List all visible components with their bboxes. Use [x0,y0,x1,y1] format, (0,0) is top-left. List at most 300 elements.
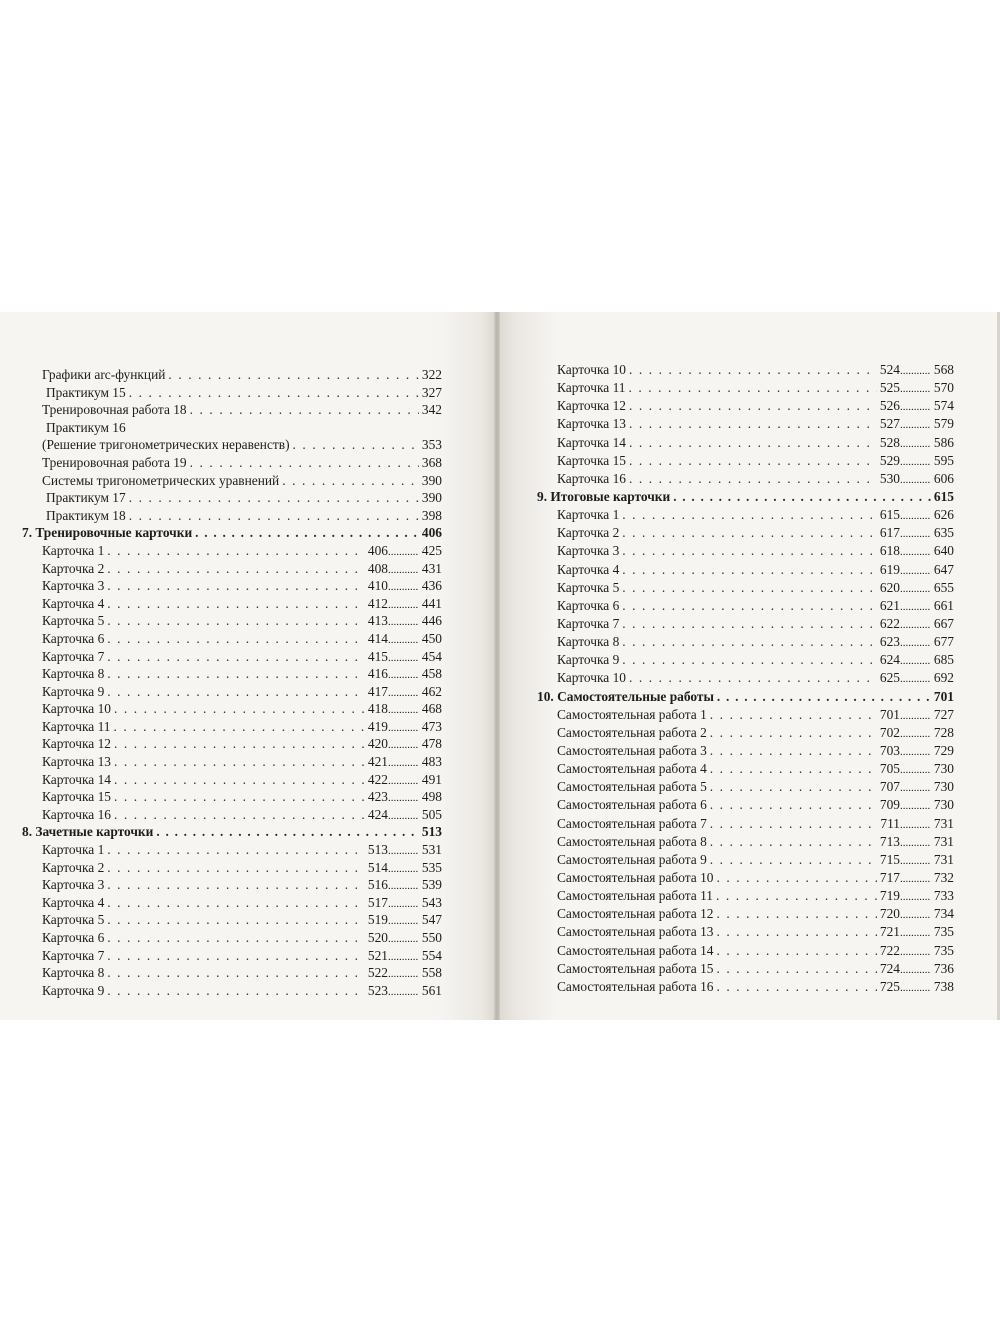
toc-card-entry [22,683,442,701]
toc-card-entry [537,361,954,379]
dot-leader [710,815,878,833]
dot-leader [710,833,877,851]
toc-card-entry [537,542,954,560]
task-page-number: 720 [879,906,900,922]
toc-card-entry [22,806,442,824]
dot-leader [716,869,876,887]
answer-page-number: 735 [933,924,954,940]
answer-page-number: 579 [933,416,954,432]
dot-leader [190,454,419,472]
dot-leader [107,560,365,578]
toc-card-entry [537,561,954,579]
toc-card-entry [537,978,954,996]
toc-card-entry [537,669,954,687]
task-page-number: 524 [879,362,900,377]
dot-leader [107,982,365,1000]
dot-leader [622,615,877,633]
toc-entry-label: Самостоятельная работа 12 [557,906,714,922]
toc-card-entry [537,506,954,524]
toc-entry-label: 8. Зачетные карточки [22,824,154,840]
answer-page-number: 462 [421,683,442,699]
dot-leader [710,706,877,724]
task-page-number: 514 [367,859,388,875]
dot-leader-short [900,471,930,488]
toc-entry-label: Карточка 5 [557,579,620,595]
toc-entry-label: Практикум 15 [46,384,126,400]
task-page-number: 513 [367,842,388,858]
toc-entry-label: Практикум 16 [46,419,126,435]
page-number: 615 [933,488,954,504]
task-page-number: 725 [879,978,900,994]
toc-card-entry [537,434,954,452]
task-page-number: 722 [879,942,900,958]
toc-card-entry [22,982,442,1000]
task-page-number: 701 [879,706,900,722]
toc-card-entry [537,470,954,488]
toc-card-entry [22,577,442,595]
task-page-number: 521 [367,947,388,963]
toc-entry-label: Системы тригонометрических уравнений [42,472,280,488]
dot-leader-short [388,650,418,666]
toc-card-entry [537,742,954,760]
toc-entry-label: Самостоятельная работа 15 [557,960,714,976]
toc-entry-label: Самостоятельная работа 1 [557,706,707,722]
dot-leader [716,905,876,923]
answer-page-number: 574 [933,398,954,414]
dot-leader [622,506,877,524]
toc-card-entry [22,612,442,630]
toc-entry-label: Карточка 8 [42,965,105,981]
answer-page-number: 483 [421,754,442,770]
toc-card-entry [22,542,442,560]
dot-leader [107,859,365,877]
toc-entry [22,454,442,472]
dot-leader-short [388,755,418,771]
toc-card-entry [22,665,442,683]
toc-entry-label: Карточка 14 [42,771,111,787]
task-page-number: 525 [879,380,900,396]
page-number: 513 [421,824,442,840]
task-page-number: 415 [367,648,388,664]
page-number: 390 [421,472,442,488]
dot-leader-short [900,543,930,560]
dot-leader [107,648,365,666]
toc-entry [22,366,442,384]
task-page-number: 424 [367,806,388,822]
dot-leader [622,597,877,615]
dot-leader [622,561,877,579]
answer-page-number: 535 [421,859,442,875]
dot-leader [716,960,876,978]
toc-card-entry [22,771,442,789]
dot-leader [107,595,365,613]
toc-entry-label: 10. Самостоятельные работы [537,688,714,704]
answer-page-number: 543 [421,894,442,910]
toc-entry [22,384,442,402]
dot-leader [629,434,877,452]
answer-page-number: 730 [933,797,954,813]
toc-card-entry [22,560,442,578]
dot-leader-short [900,797,930,814]
toc-card-entry [537,869,954,887]
toc-entry-label: Самостоятельная работа 7 [557,815,707,831]
dot-leader-short [388,544,418,560]
dot-leader-short [388,685,418,701]
toc-entry-label: Карточка 10 [42,701,111,717]
page-number: 406 [421,525,442,541]
dot-leader [629,415,877,433]
page-number: 342 [421,402,442,418]
dot-leader-short [388,632,418,648]
dot-leader [622,542,877,560]
dot-leader [107,894,365,912]
task-page-number: 713 [879,833,900,849]
toc-card-entry [537,760,954,778]
task-page-number: 721 [879,924,900,940]
answer-page-number: 727 [933,706,954,722]
toc-entry [22,436,442,454]
answer-page-number: 640 [933,543,954,559]
dot-leader-short [900,525,930,542]
dot-leader [195,524,419,542]
toc-card-entry [22,718,442,736]
dot-leader [710,724,877,742]
answer-page-number: 431 [421,560,442,576]
answer-page-number: 738 [933,978,954,994]
dot-leader [293,436,419,454]
toc-entry-label: Карточка 4 [42,894,105,910]
toc-chapter-heading [22,524,442,542]
dot-leader-short [388,597,418,613]
dot-leader-short [900,725,930,742]
toc-entry-label: Карточка 11 [42,718,111,734]
dot-leader-short [388,773,418,789]
toc-entry-label: Карточка 9 [42,683,105,699]
task-page-number: 516 [367,877,388,893]
page-number: 390 [421,490,442,506]
toc-entry-label: Самостоятельная работа 16 [557,978,714,994]
dot-leader [107,947,365,965]
toc-entry-label: Карточка 6 [42,930,105,945]
task-page-number: 523 [367,982,388,998]
toc-right-column [537,361,954,996]
task-page-number: 419 [367,718,388,734]
toc-card-entry [22,964,442,982]
toc-card-entry [22,894,442,912]
toc-entry-label: Самостоятельная работа 8 [557,833,707,849]
toc-card-entry [537,706,954,724]
dot-leader-short [900,888,930,905]
task-page-number: 417 [367,683,388,699]
toc-entry-label: Карточка 8 [42,666,105,682]
dot-leader-short [900,870,930,887]
toc-entry [22,419,442,437]
dot-leader [107,841,365,859]
task-page-number: 520 [367,930,388,945]
task-page-number: 625 [879,670,900,686]
task-page-number: 711 [880,815,900,831]
answer-page-number: 685 [933,652,954,668]
dot-leader-short [900,906,930,923]
answer-page-number: 498 [421,789,442,805]
toc-left-column [22,366,442,999]
dot-leader [129,489,419,507]
toc-entry-label: Карточка 16 [557,470,626,486]
toc-entry [22,507,442,525]
toc-card-entry [22,876,442,894]
toc-card-entry [537,887,954,905]
toc-card-entry [537,833,954,851]
toc-entry-label: Самостоятельная работа 9 [557,851,707,867]
dot-leader-short [900,616,930,633]
dot-leader-short [388,949,418,965]
answer-page-number: 561 [421,982,442,998]
toc-entry-label: 9. Итоговые карточки [537,488,671,504]
toc-entry-label: Карточка 14 [557,434,626,450]
toc-card-entry [537,597,954,615]
dot-leader-short [900,943,930,960]
answer-page-number: 478 [421,736,442,752]
dot-leader [107,964,365,982]
dot-leader-short [388,808,418,824]
dot-leader [710,851,877,869]
task-page-number: 709 [879,797,900,813]
toc-card-entry [22,700,442,718]
dot-leader [622,633,877,651]
dot-leader [114,788,365,806]
dot-leader [716,942,876,960]
toc-entry [22,489,442,507]
answer-page-number: 505 [421,806,442,822]
page-number: 701 [933,688,954,704]
answer-page-number: 735 [933,942,954,958]
dot-leader-short [900,507,930,524]
task-page-number: 620 [879,579,900,595]
toc-entry-label: Карточка 4 [42,595,105,611]
answer-page-number: 558 [421,965,442,981]
dot-leader [129,384,419,402]
answer-page-number: 626 [933,507,954,523]
dot-leader [629,470,877,488]
toc-card-entry [537,905,954,923]
toc-card-entry [537,851,954,869]
dot-leader-short [388,720,418,736]
toc-entry-label: Карточка 3 [42,877,105,893]
toc-entry [22,401,442,419]
toc-entry-label: Карточка 8 [557,634,620,650]
task-page-number: 530 [879,470,900,486]
answer-page-number: 491 [421,771,442,787]
answer-page-number: 731 [933,833,954,849]
dot-leader [282,472,419,490]
answer-page-number: 655 [933,579,954,595]
dot-leader-short [388,878,418,894]
page-number: 327 [421,384,442,400]
toc-entry-label: Карточка 1 [557,507,620,523]
toc-card-entry [537,778,954,796]
dot-leader [629,669,877,687]
task-page-number: 416 [367,666,388,682]
dot-leader-short [388,931,418,947]
answer-page-number: 730 [933,761,954,777]
answer-page-number: 731 [933,851,954,867]
toc-card-entry [22,911,442,929]
answer-page-number: 661 [933,597,954,613]
dot-leader [107,630,365,648]
dot-leader-short [388,614,418,630]
toc-entry-label: Карточка 12 [42,736,111,752]
dot-leader-short [388,966,418,982]
answer-page-number: 568 [933,362,954,377]
dot-leader [113,718,364,736]
dot-leader [710,796,877,814]
dot-leader-short [388,562,418,578]
dot-leader [129,507,419,525]
answer-page-number: 425 [421,542,442,558]
dot-leader-short [388,861,418,877]
dot-leader-short [900,435,930,452]
dot-leader-short [900,779,930,796]
toc-entry-label: Карточка 2 [42,859,105,875]
task-page-number: 724 [879,960,900,976]
dot-leader-short [900,634,930,651]
task-page-number: 615 [879,507,900,523]
toc-card-entry [537,415,954,433]
dot-leader [716,923,876,941]
answer-page-number: 732 [933,869,954,885]
answer-page-number: 729 [933,742,954,758]
toc-entry-label: Карточка 11 [557,380,626,396]
toc-card-entry [537,960,954,978]
dot-leader [114,700,365,718]
answer-page-number: 550 [421,930,442,945]
toc-entry-label: Самостоятельная работа 14 [557,942,714,958]
toc-entry-label: Самостоятельная работа 3 [557,742,707,758]
task-page-number: 413 [367,613,388,629]
answer-page-number: 734 [933,906,954,922]
toc-entry-label: Самостоятельная работа 4 [557,761,707,777]
dot-leader [114,735,365,753]
toc-card-entry [22,947,442,965]
toc-entry-label: Практикум 18 [46,507,126,523]
task-page-number: 412 [367,595,388,611]
toc-card-entry [22,788,442,806]
toc-entry-label: Карточка 16 [42,806,111,822]
toc-entry-label: Графики arc-функций [42,367,166,382]
dot-leader [716,978,876,996]
toc-card-entry [537,633,954,651]
toc-entry-label: Карточка 6 [42,630,105,646]
toc-entry-label: Карточка 12 [557,398,626,414]
dot-leader-short [900,670,930,687]
task-page-number: 621 [879,597,900,613]
dot-leader-short [900,652,930,669]
task-page-number: 719 [879,888,900,904]
dot-leader [190,401,419,419]
task-page-number: 622 [879,615,900,631]
answer-page-number: 473 [421,718,442,734]
task-page-number: 619 [879,561,900,577]
dot-leader [710,778,877,796]
answer-page-number: 539 [421,877,442,893]
toc-chapter-heading [537,488,954,506]
toc-card-entry [537,923,954,941]
toc-entry-label: Карточка 1 [42,542,105,558]
toc-entry-label: Карточка 6 [557,597,620,613]
toc-entry-label: Карточка 5 [42,912,105,928]
task-page-number: 703 [879,742,900,758]
toc-entry-label: Карточка 9 [42,982,105,998]
task-page-number: 522 [367,965,388,981]
task-page-number: 421 [367,754,388,770]
task-page-number: 624 [879,652,900,668]
dot-leader-short [388,579,418,595]
toc-entry-label: Самостоятельная работа 6 [557,797,707,813]
task-page-number: 519 [367,912,388,928]
toc-entry-label: Карточка 10 [557,670,626,686]
answer-page-number: 595 [933,452,954,468]
dot-leader [622,524,877,542]
task-page-number: 529 [879,452,900,468]
toc-entry-label: Карточка 7 [42,648,105,664]
answer-page-number: 635 [933,525,954,541]
dot-leader-short [900,816,930,833]
task-page-number: 406 [367,542,388,558]
dot-leader-short [388,702,418,718]
toc-entry-label: Карточка 3 [557,543,620,559]
task-page-number: 418 [367,701,388,717]
answer-page-number: 554 [421,947,442,963]
answer-page-number: 436 [421,578,442,594]
toc-card-entry [537,796,954,814]
answer-page-number: 731 [933,815,954,831]
dot-leader [107,612,365,630]
toc-entry-label: Карточка 10 [557,362,626,377]
toc-entry-label: Карточка 15 [557,452,626,468]
toc-card-entry [22,859,442,877]
answer-page-number: 454 [421,648,442,664]
toc-entry-label: Самостоятельная работа 11 [557,888,713,904]
task-page-number: 717 [879,869,900,885]
toc-card-entry [537,651,954,669]
answer-page-number: 733 [933,888,954,904]
toc-entry-label: Карточка 3 [42,578,105,594]
answer-page-number: 730 [933,779,954,795]
toc-entry-label: (Решение тригонометрических неравенств) [42,437,290,453]
dot-leader [673,488,931,506]
task-page-number: 715 [879,851,900,867]
dot-leader-short [388,790,418,806]
task-page-number: 420 [367,736,388,752]
toc-card-entry [537,579,954,597]
answer-page-number: 570 [933,380,954,396]
toc-entry-label: Тренировочная работа 18 [42,402,187,418]
page-number: 322 [421,367,442,382]
answer-page-number: 728 [933,724,954,740]
dot-leader [716,887,877,905]
toc-entry-label: Карточка 5 [42,613,105,629]
answer-page-number: 586 [933,434,954,450]
task-page-number: 623 [879,634,900,650]
dot-leader [629,452,877,470]
page-number: 353 [421,437,442,453]
dot-leader [156,823,419,841]
dot-leader-short [900,979,930,996]
dot-leader-short [900,707,930,724]
toc-entry-label: Карточка 2 [557,525,620,541]
dot-leader-short [900,834,930,851]
task-page-number: 526 [879,398,900,414]
